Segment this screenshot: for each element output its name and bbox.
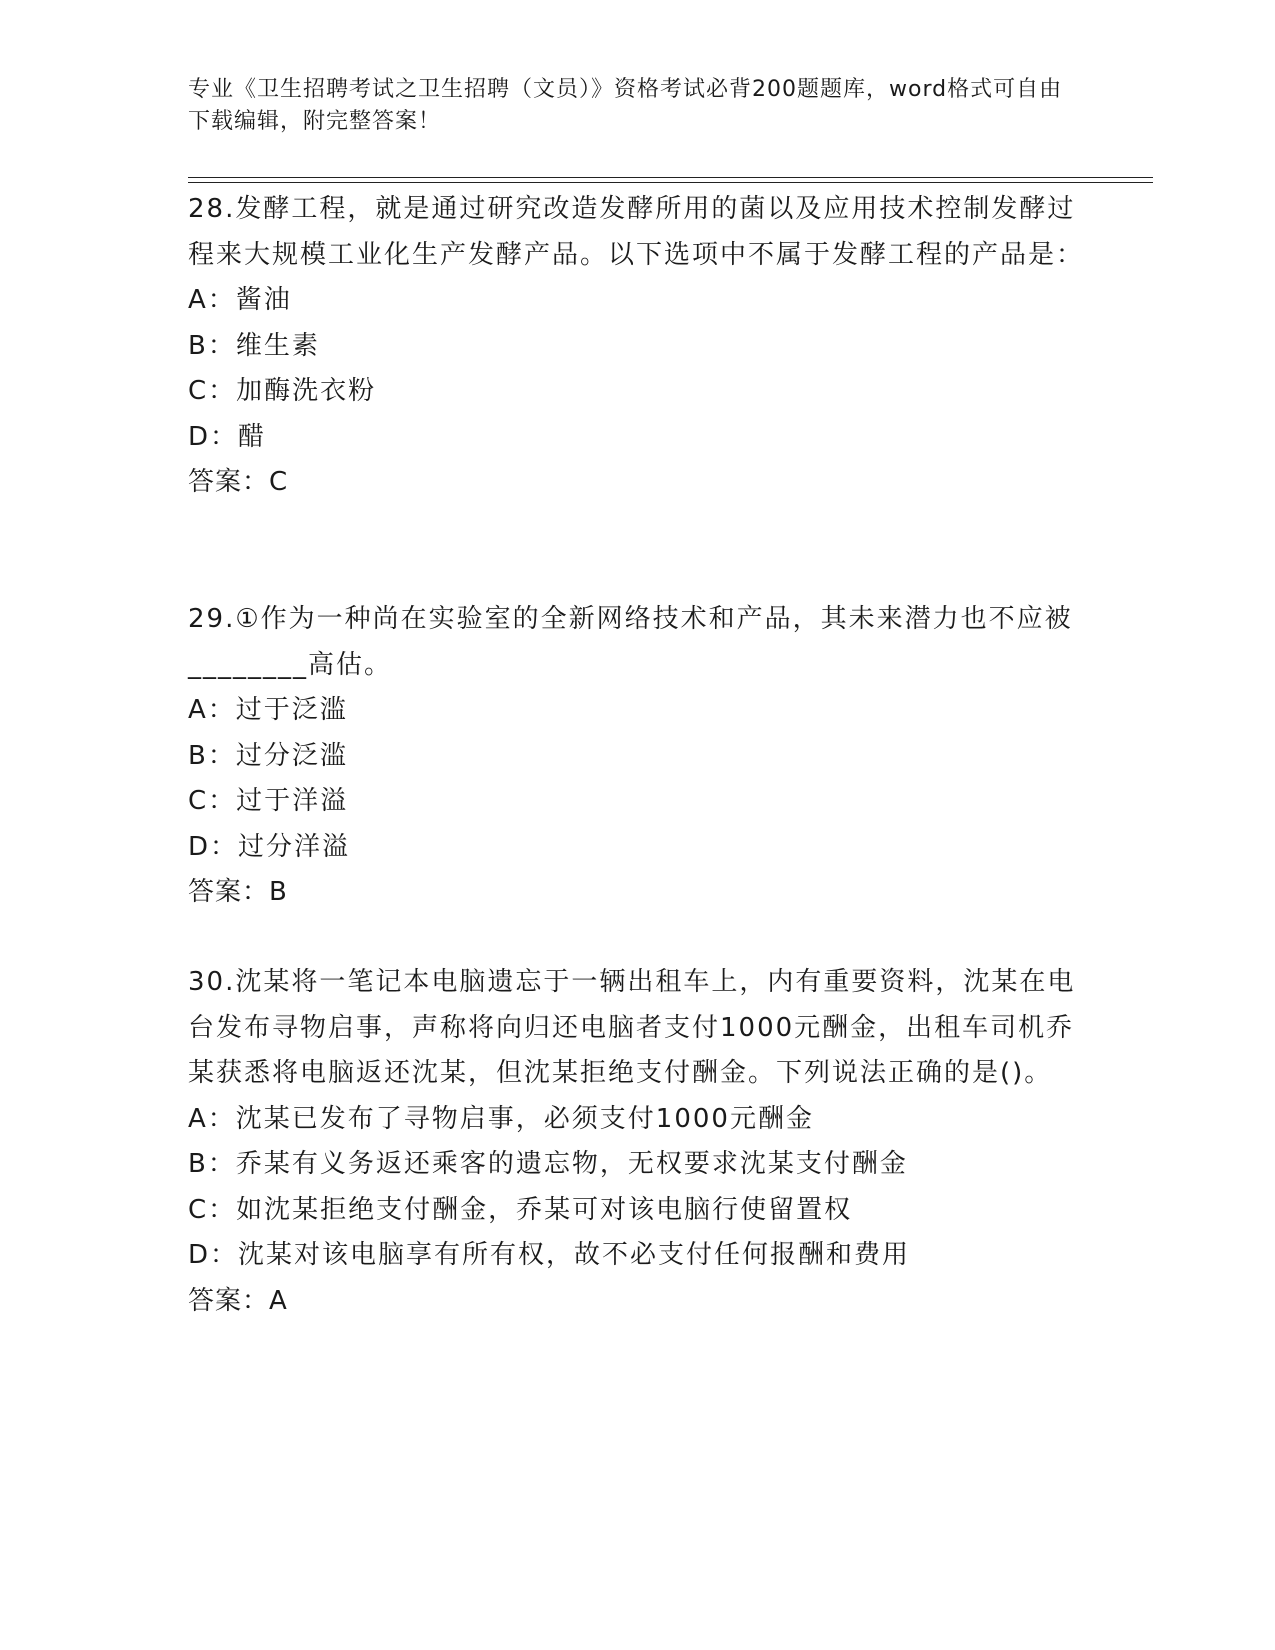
header-divider (188, 177, 1153, 183)
option-b: B：维生素 (188, 330, 320, 361)
option-a: A：酱油 (188, 285, 292, 315)
option-d: D：过分洋溢 (188, 831, 351, 862)
option-d: D：醋 (188, 421, 267, 452)
question-30 (188, 960, 1088, 1324)
option-b: B：乔某有义务返还乘客的遗忘物，无权要求沈某支付酬金 (188, 1149, 908, 1179)
option-a: A：过于泛滥 (188, 695, 348, 725)
option-b: B：过分泛滥 (188, 740, 348, 771)
option-c: C：过于洋溢 (188, 786, 349, 816)
document-header: 专业《卫生招聘考试之卫生招聘（文员）》资格考试必背200题题库，word格式可自由下载编辑，附完整答案！ (188, 77, 1063, 134)
question-stem: 29.①作为一种尚在实验室的全新网络技术和产品，其未来潜力也不应被________高估。 (188, 604, 1073, 680)
question-stem: 28.发酵工程，就是通过研究改造发酵所用的菌以及应用技术控制发酵过程来大规模工业化生产发酵产品。以下选项中不属于发酵工程的产品是： (188, 194, 1085, 270)
option-d: D：沈某对该电脑享有所有权，故不必支付任何报酬和费用 (188, 1240, 911, 1270)
option-c: C：如沈某拒绝支付酬金，乔某可对该电脑行使留置权 (188, 1194, 853, 1225)
question-28 (188, 187, 1088, 506)
option-a: A：沈某已发布了寻物启事，必须支付1000元酬金 (188, 1103, 814, 1134)
answer-line: 答案：B (188, 877, 288, 907)
answer-line: 答案：A (188, 1285, 288, 1316)
question-stem: 30.沈某将一笔记本电脑遗忘于一辆出租车上，内有重要资料，沈某在电台发布寻物启事，声称将向归还电脑者支付1000元酬金，出租车司机乔某获悉将电脑返还沈某，但沈某拒绝支付酬金。下列说法正确的是()。 (188, 967, 1076, 1088)
question-29 (188, 597, 1088, 916)
answer-line: 答案：C (188, 467, 289, 497)
option-c: C：加酶洗衣粉 (188, 376, 377, 406)
